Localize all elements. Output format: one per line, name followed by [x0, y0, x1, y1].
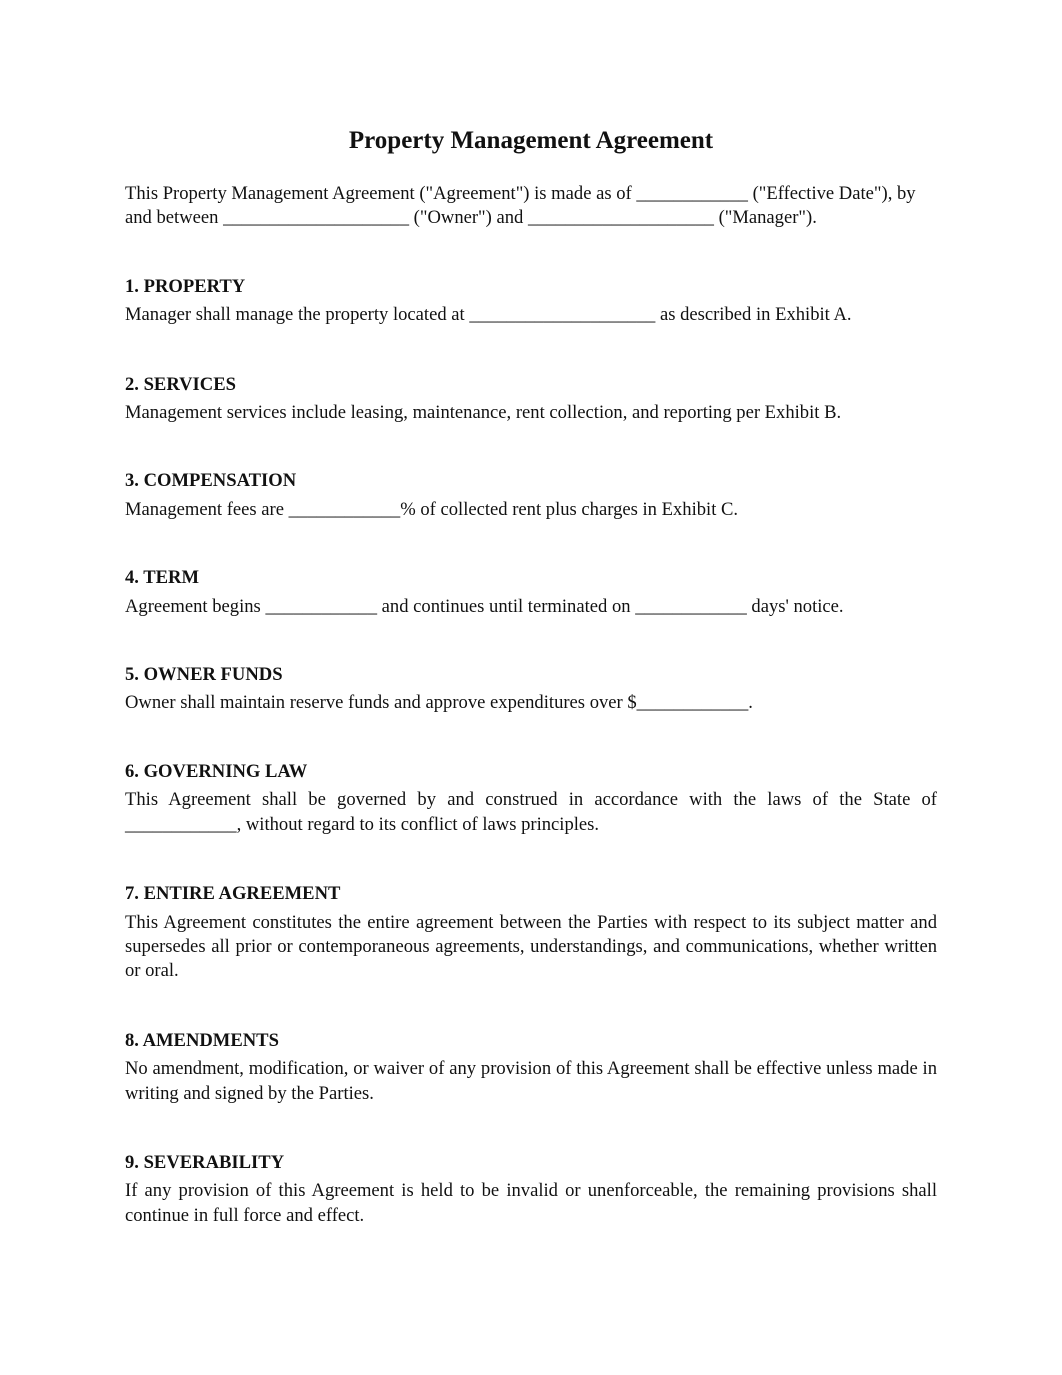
document-content [125, 126, 937, 1272]
section-governing-law [125, 760, 937, 837]
section-compensation [125, 469, 937, 522]
section-heading: 3. COMPENSATION [125, 470, 297, 492]
section-entire-agreement [125, 882, 937, 984]
section-body: Management services include leasing, maintenance, rent collection, and reporting per Exhibit B. [125, 402, 842, 424]
section-body: Owner shall maintain reserve funds and approve expenditures over $____________. [125, 692, 753, 714]
section-services [125, 373, 937, 426]
document-title: Property Management Agreement [348, 127, 714, 154]
section-heading: 9. SEVERABILITY [125, 1151, 285, 1173]
section-heading: 1. PROPERTY [125, 275, 246, 297]
section-heading: 7. ENTIRE AGREEMENT [125, 883, 341, 905]
section-body: This Agreement constitutes the entire agreement between the Parties with respect to its subject matter and supersedes all prior or contemporaneous agreements, understandings, and communications, whether written or oral. [125, 911, 937, 982]
section-heading: 2. SERVICES [125, 373, 236, 395]
section-body: Management fees are ____________% of collected rent plus charges in Exhibit C. [125, 498, 739, 520]
section-body: Agreement begins ____________ and continues until terminated on ____________ days' notice. [125, 595, 844, 617]
section-heading: 6. GOVERNING LAW [125, 760, 308, 782]
section-amendments [125, 1029, 937, 1106]
section-heading: 8. AMENDMENTS [125, 1029, 279, 1051]
section-body: No amendment, modification, or waiver of any provision of this Agreement shall be effective unless made in writing and signed by the Parties. [125, 1058, 937, 1104]
section-term [125, 566, 937, 619]
section-body: This Agreement shall be governed by and construed in accordance with the laws of the State of ____________, without regard to its conflict of laws principles. [125, 789, 937, 835]
section-body: Manager shall manage the property located at ____________________ as described in Exhibit A. [125, 304, 852, 326]
intro-paragraph: This Property Management Agreement ("Agreement") is made as of ____________ ("Effective Date"), by and between ____________________ ("Owner") and ____________________ ("Manager"). [125, 183, 916, 229]
section-heading: 4. TERM [125, 567, 200, 589]
section-heading: 5. OWNER FUNDS [125, 664, 283, 686]
section-severability [125, 1151, 937, 1228]
section-property [125, 275, 937, 328]
section-owner-funds [125, 663, 937, 716]
section-body: If any provision of this Agreement is held to be invalid or unenforceable, the remaining provisions shall continue in full force and effect. [125, 1180, 937, 1226]
